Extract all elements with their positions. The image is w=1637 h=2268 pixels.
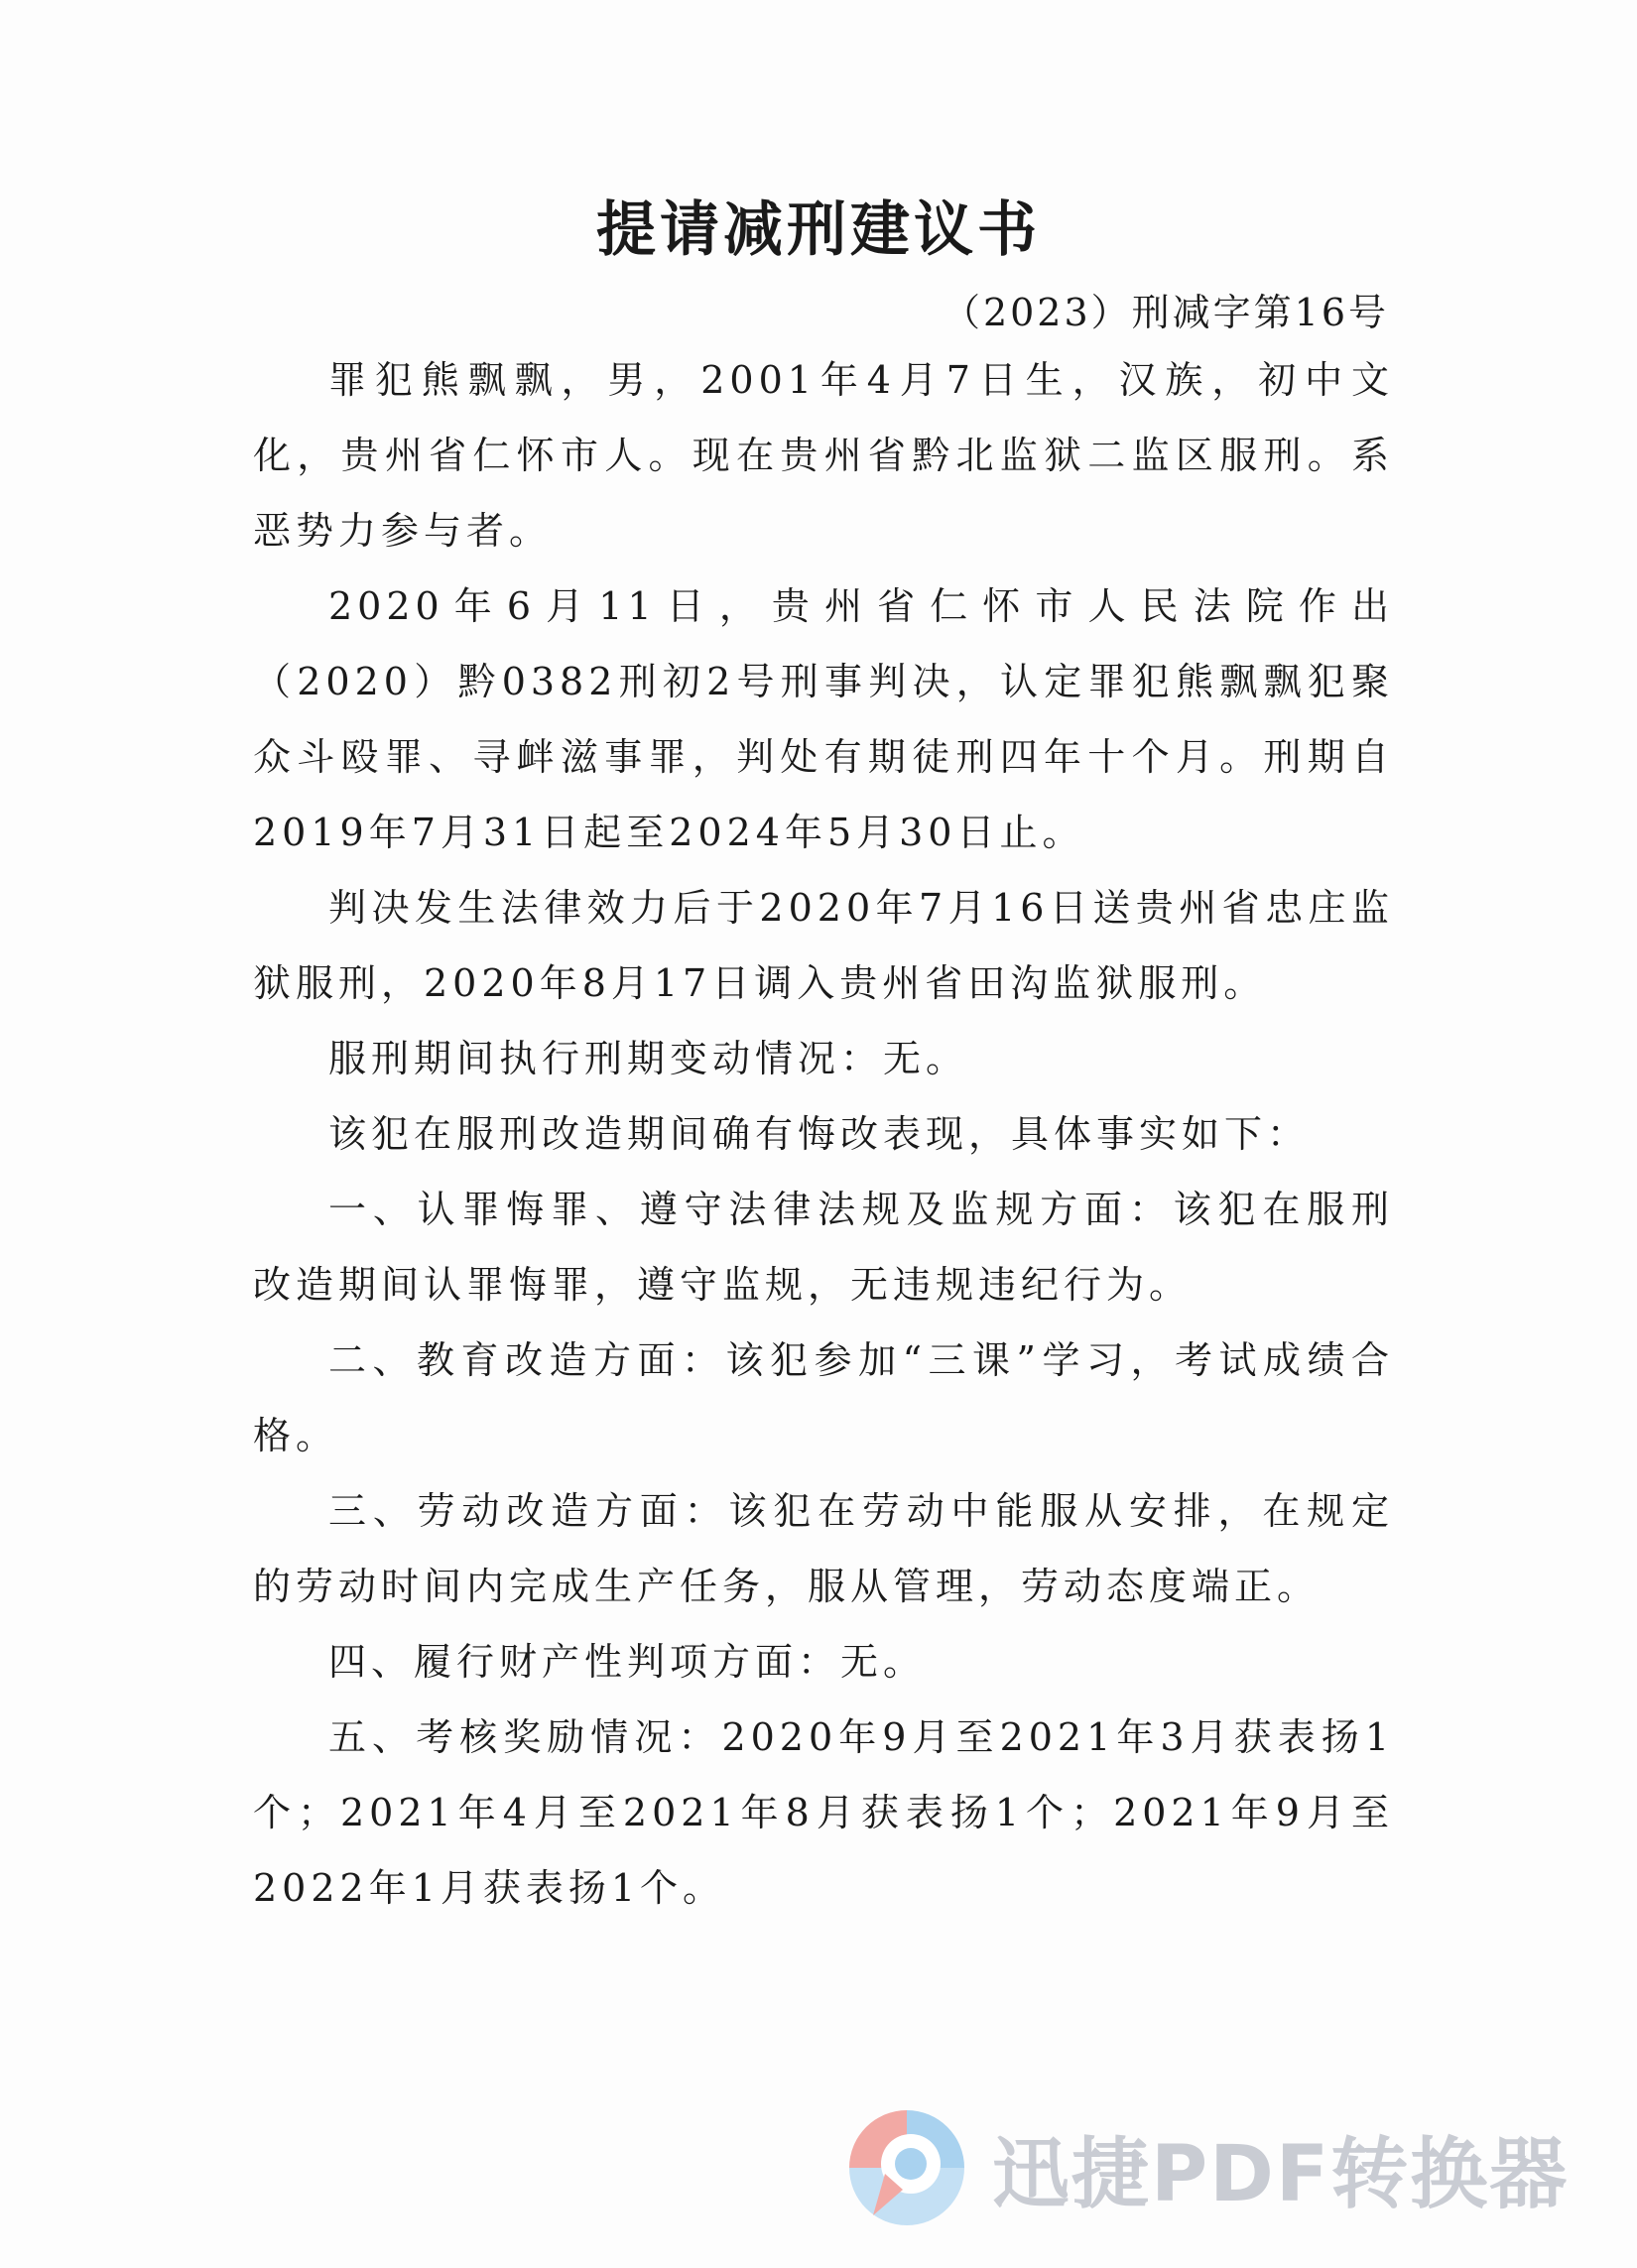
- paragraph-repentance-intro: 该犯在服刑改造期间确有悔改表现，具体事实如下：: [328, 1112, 1311, 1156]
- paragraph-item-2: 二、教育改造方面：该犯参加“三课”学习，考试成绩合格。: [253, 1338, 1394, 1457]
- xunjie-logo-icon: [843, 2104, 970, 2231]
- paragraph-item-4: 四、履行财产性判项方面：无。: [328, 1640, 927, 1684]
- paragraph-item-3: 三、劳动改造方面：该犯在劳动中能服从安排，在规定的劳动时间内完成生产任务，服从管理，劳动态度端正。: [253, 1489, 1394, 1608]
- document-body: [253, 342, 1394, 1926]
- paragraph-judgment: 2020年6月11日，贵州省仁怀市人民法院作出（2020）黔0382刑初2号刑事判决，认定罪犯熊飘飘犯聚众斗殴罪、寻衅滋事罪，判处有期徒刑四年十个月。刑期自2019年7月31日起至2024年5月30日止。: [253, 584, 1394, 854]
- paragraph-prison-transfer: 判决发生法律效力后于2020年7月16日送贵州省忠庄监狱服刑，2020年8月17日调入贵州省田沟监狱服刑。: [253, 886, 1394, 1005]
- watermark-text: 迅捷PDF转换器: [992, 2130, 1570, 2219]
- document-number: （2023）刑减字第16号: [942, 291, 1389, 334]
- paragraph-item-5: 五、考核奖励情况：2020年9月至2021年3月获表扬1个；2021年4月至2021年8月获表扬1个；2021年9月至2022年1月获表扬1个。: [253, 1715, 1394, 1910]
- paragraph-sentence-change: 服刑期间执行刑期变动情况：无。: [328, 1037, 969, 1080]
- document-title: 提请减刑建议书: [596, 195, 1041, 265]
- paragraph-criminal-info: 罪犯熊飘飘，男，2001年4月7日生，汉族，初中文化，贵州省仁怀市人。现在贵州省黔北监狱二监区服刑。系恶势力参与者。: [253, 358, 1394, 553]
- paragraph-item-1: 一、认罪悔罪、遵守法律法规及监规方面：该犯在服刑改造期间认罪悔罪，遵守监规，无违规违纪行为。: [253, 1188, 1394, 1307]
- watermark: [843, 2103, 1617, 2232]
